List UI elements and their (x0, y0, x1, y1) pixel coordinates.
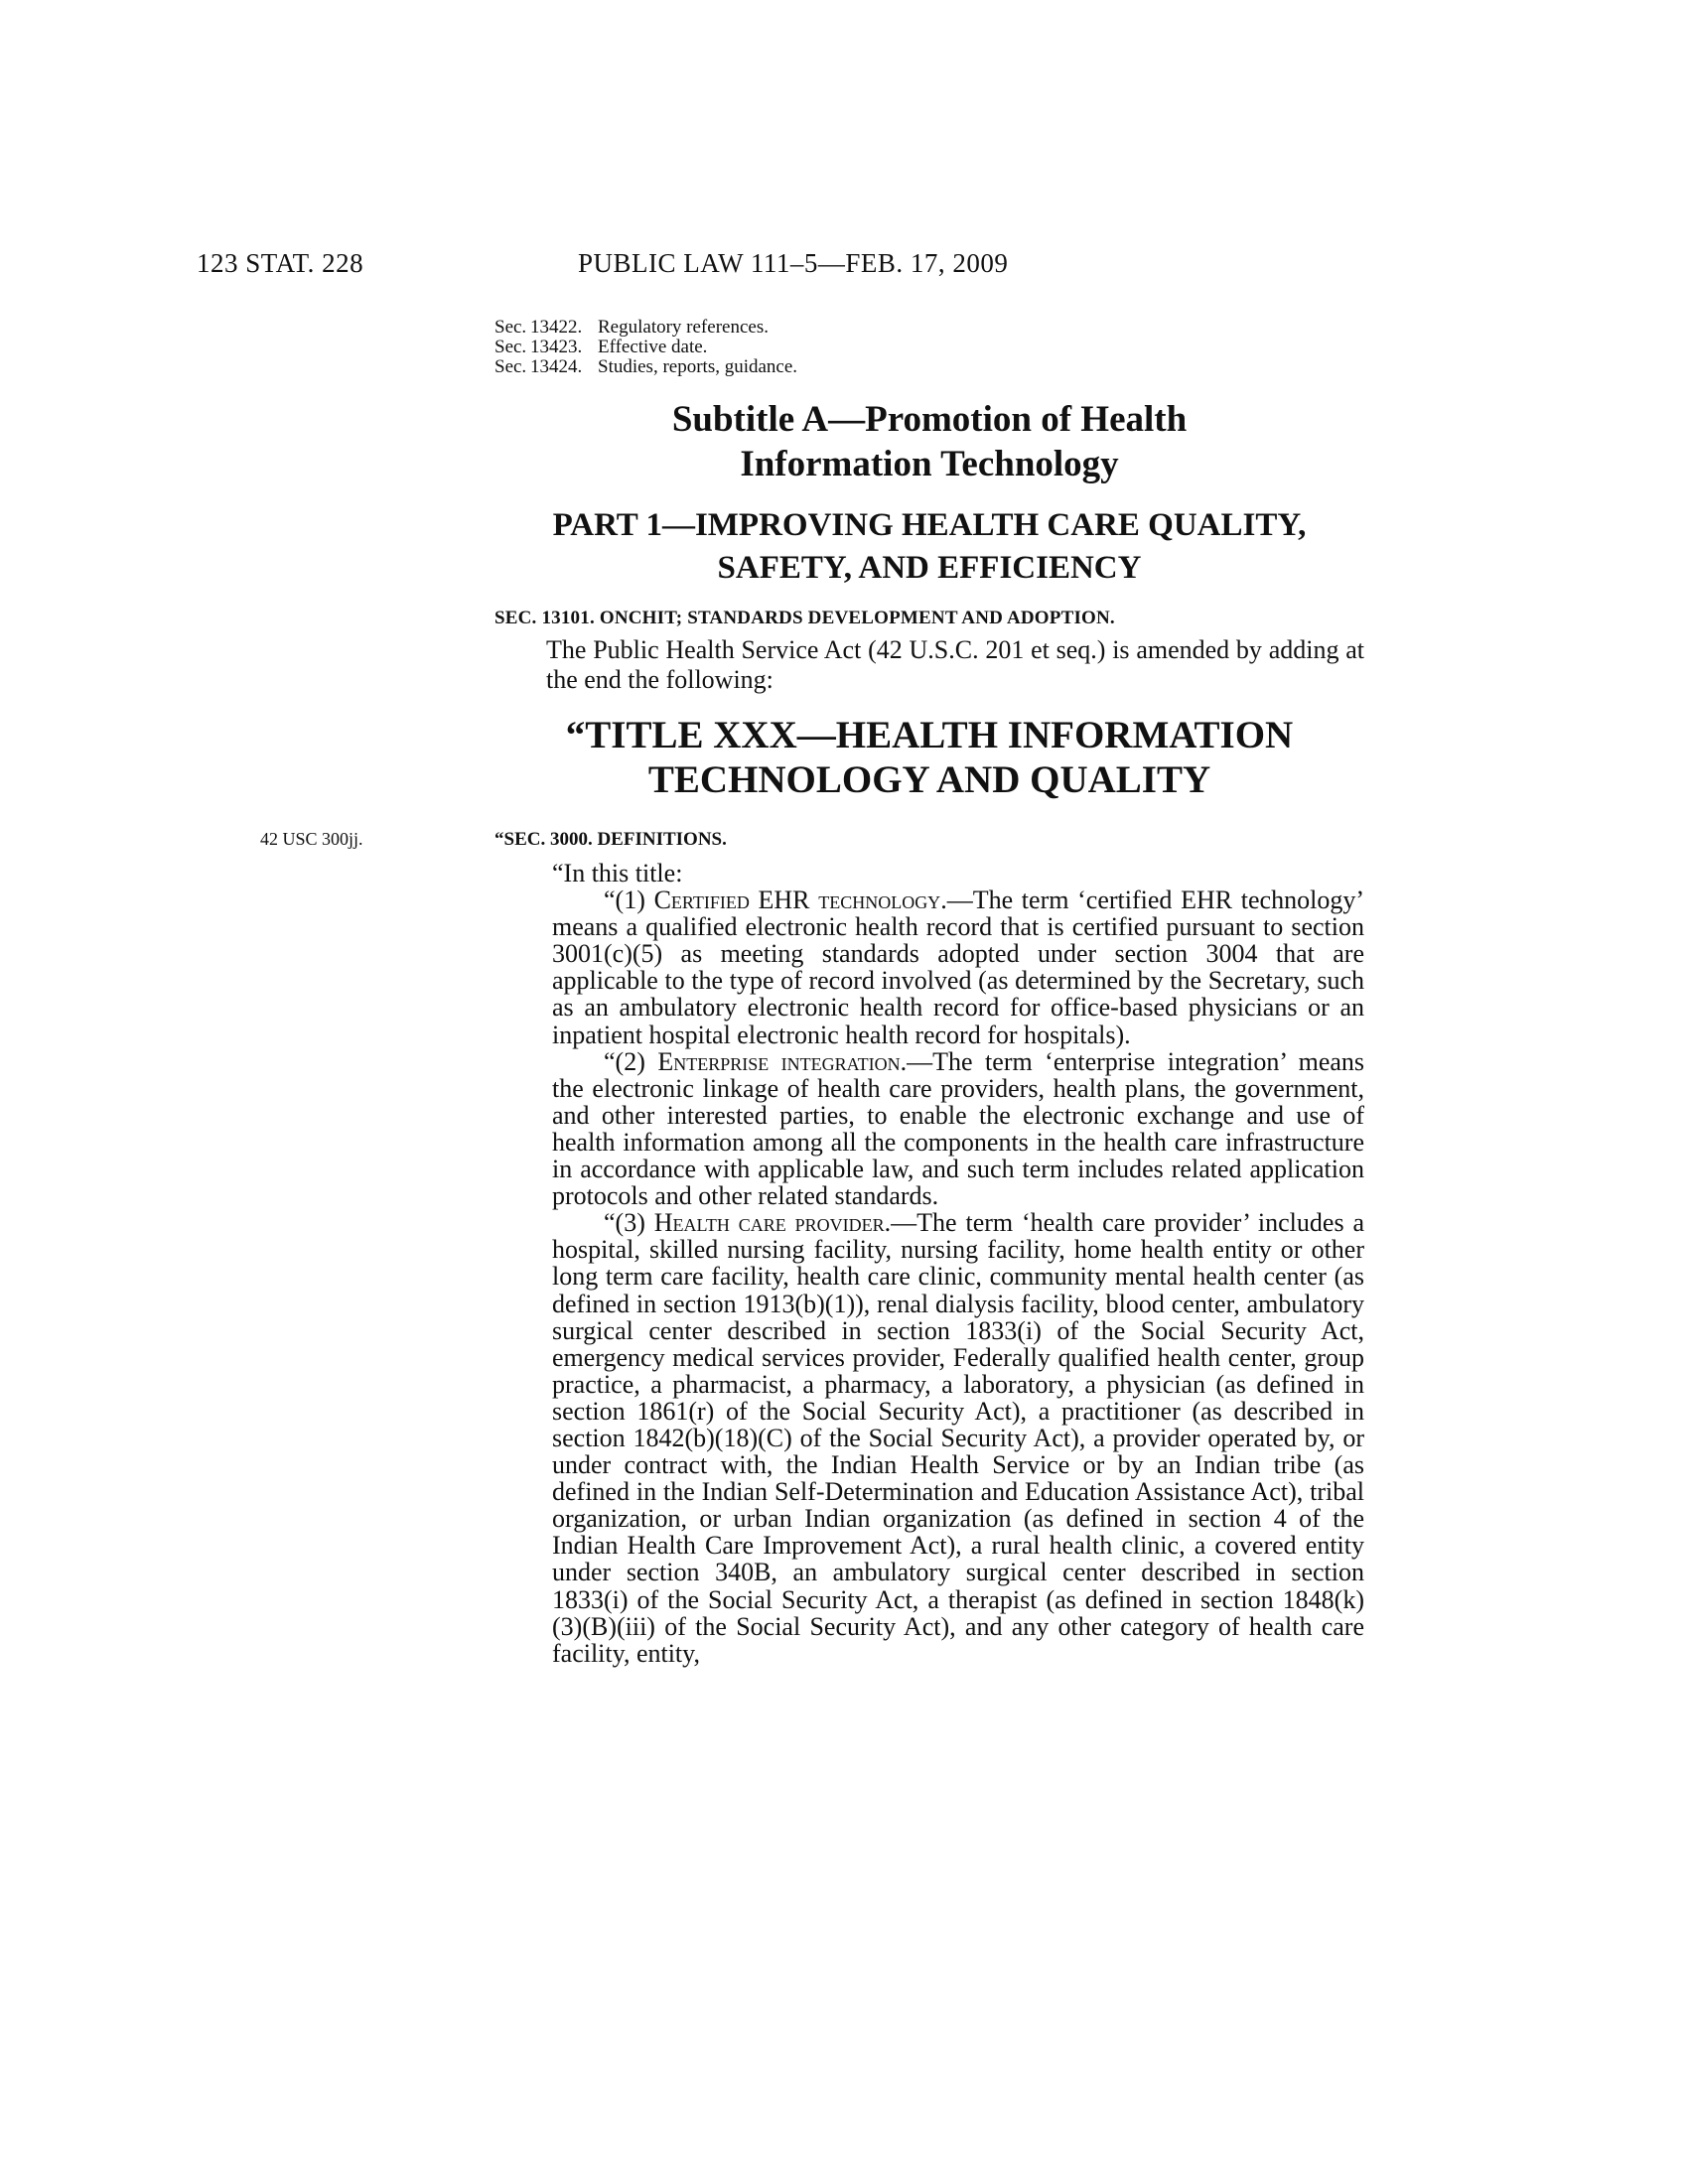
toc-entry (494, 338, 797, 357)
toc-prefix: Sec. (494, 356, 527, 377)
toc-entry (494, 357, 797, 377)
definition-paragraph (552, 887, 1364, 1048)
subtitle-line: Information Technology (740, 444, 1119, 484)
title-xxx-heading (494, 713, 1364, 802)
definition-lead: “(2) (604, 1046, 658, 1076)
section-13101-heading: SEC. 13101. ONCHIT; STANDARDS DEVELOPMENT AND ADOPTION. (494, 608, 1115, 628)
part-line: SAFETY, AND EFFICIENCY (717, 550, 1142, 586)
toc-number: 13422. (530, 317, 583, 338)
toc-title: Effective date. (598, 337, 708, 357)
toc-prefix: Sec. (494, 337, 527, 357)
toc-number: 13423. (530, 337, 583, 357)
part-heading (494, 504, 1364, 590)
toc-title: Regulatory references. (598, 317, 769, 338)
title-line: “TITLE XXX—HEALTH INFORMATION (565, 714, 1294, 756)
toc-prefix: Sec. (494, 317, 527, 338)
table-of-contents (494, 318, 797, 377)
toc-entry (494, 318, 797, 338)
toc-number: 13424. (530, 356, 583, 377)
title-line: TECHNOLOGY AND QUALITY (647, 758, 1211, 801)
amendment-text (494, 635, 1364, 695)
definition-lead: “(3) (604, 1208, 654, 1238)
definitions-intro: “In this title: (552, 859, 683, 887)
margin-citation: 42 USC 300jj. (260, 829, 363, 849)
section-3000-heading: “SEC. 3000. DEFINITIONS. (494, 829, 727, 850)
definition-paragraph (552, 1209, 1364, 1667)
definition-lead: “(1) (604, 886, 654, 915)
subtitle-line: Subtitle A—Promotion of Health (671, 399, 1188, 440)
definition-text: .—The term ‘enterprise integration’ means the electronic linkage of health care providers, health plans, the government, and other interested parties, to enable the electronic exchange and use of health information among all the components in the health care infrastructure in accordance with applicable law, and such term includes related application protocols and other related standards. (552, 1046, 1365, 1211)
subtitle-heading (494, 397, 1364, 486)
definition-term: Certified EHR technology (653, 886, 941, 915)
amendment-paragraph: The Public Health Service Act (42 U.S.C. 201 et seq.) is amended by adding at the end the following: (546, 635, 1364, 694)
toc-title: Studies, reports, guidance. (598, 356, 798, 377)
definitions-body (552, 860, 1364, 1667)
part-line: PART 1—IMPROVING HEALTH CARE QUALITY, (552, 507, 1307, 543)
definition-term: Health care provider (653, 1208, 885, 1238)
public-law-header: PUBLIC LAW 111–5—FEB. 17, 2009 (578, 248, 1009, 278)
definition-text: .—The term ‘health care provider’ includes a hospital, skilled nursing facility, nursing facility, home health entity or other long term care facility, health care clinic, community mental health center (as defined in section 1913(b)(1)), renal dialysis facility, blood center, ambulatory surgical center described in section 1833(i) of the Social Security Act, emergency medical services provider, Federally qualified health center, group practice, a pharmacist, a pharmacy, a laboratory, a physician (as defined in section 1861(r) of the Social Security Act), a practitioner (as described in section 1842(b)(18)(C) of the Social Security Act), a provider operated by, or under contract with, the Indian Health Service or by an Indian tribe (as defined in the Indian Self-Determination and Education Assistance Act), tribal organization, or urban Indian organization (as defined in section 4 of the Indian Health Care Improvement Act), a rural health clinic, a covered entity under section 340B, an ambulatory surgical center described in section 1833(i) of the Social Security Act, a therapist (as defined in section 1848(k)(3)(B)(iii) of the Social Security Act), and any other category of health care facility, entity, (552, 1208, 1364, 1668)
stat-reference: 123 STAT. 228 (197, 248, 364, 278)
definition-text: .—The term ‘certified EHR technology’ means a qualified electronic health record that is certified pursuant to section 3001(c)(5) as meeting standards adopted under section 3004 that are applicable to the type of record involved (as determined by the Secretary, such as an ambulatory electronic health record for office-based physicians or an inpatient hospital electronic health record for hospitals). (552, 886, 1364, 1049)
definition-paragraph (552, 1048, 1364, 1210)
definition-term: Enterprise integration (657, 1046, 901, 1076)
